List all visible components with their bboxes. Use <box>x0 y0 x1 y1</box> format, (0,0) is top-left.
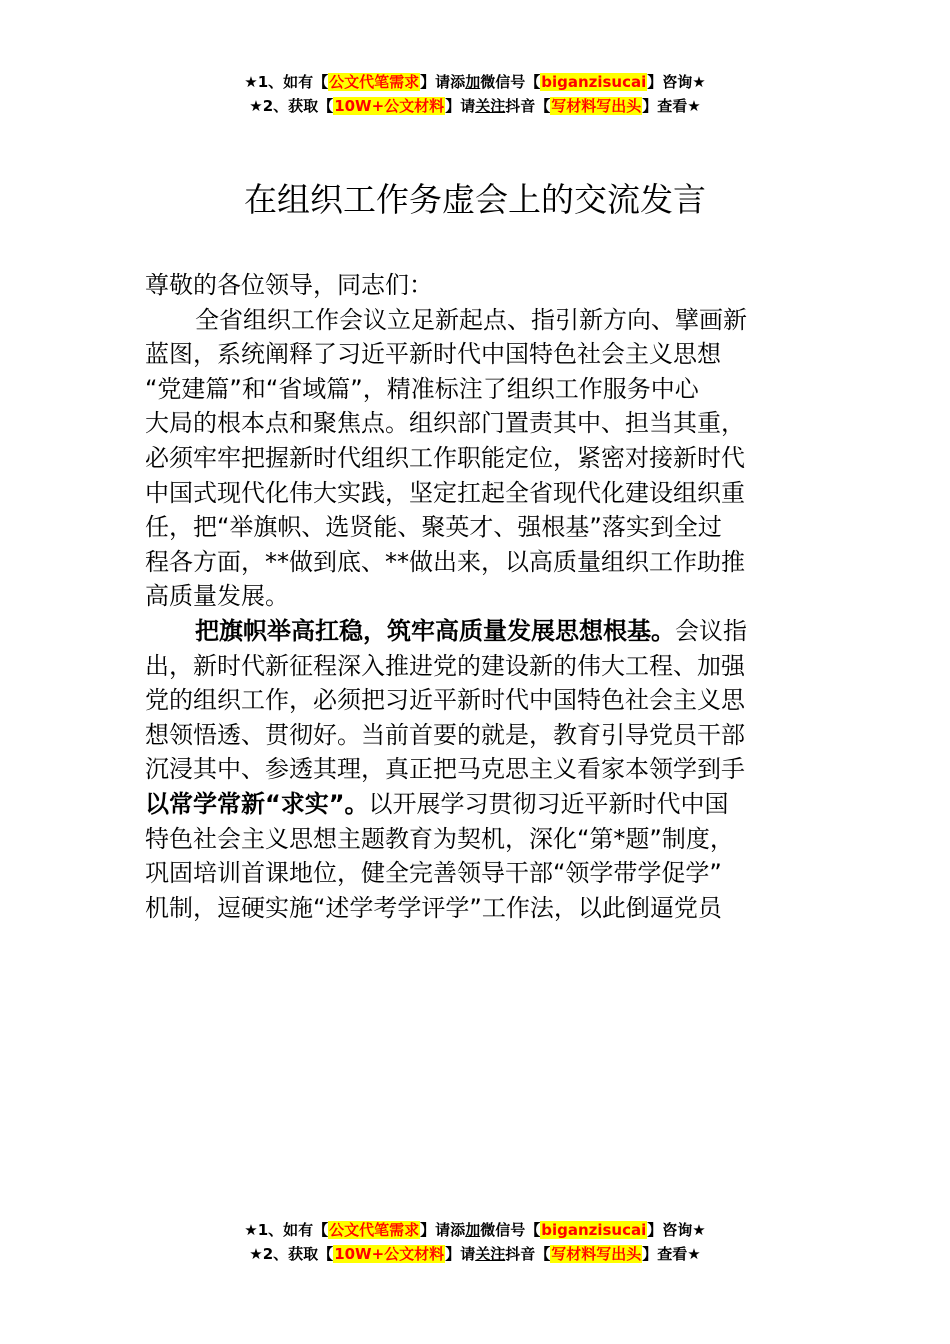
footer-line-1-underlined: 加 <box>465 1221 481 1239</box>
header-highlight-service: 公文代笔需求 <box>329 73 420 91</box>
para2-subheading-line <box>145 787 810 822</box>
footer-line-1-mid2: 微信号【 <box>480 1221 541 1239</box>
footer-banner <box>0 1218 950 1266</box>
para1-line: 必须牢牢把握新时代组织工作职能定位，紧密对接新时代 <box>145 443 745 472</box>
header-line-2-prefix: ★2、获取【 <box>249 97 334 115</box>
header-line-1-suffix: 】咨询★ <box>647 73 706 91</box>
para1-line: 中国式现代化伟大实践，坚定扛起全省现代化建设组织重 <box>145 478 745 507</box>
paragraph-2 <box>145 614 810 925</box>
salutation-text: 尊敬的各位领导，同志们： <box>145 271 433 299</box>
header-highlight-materials: 10W+公文材料 <box>334 97 445 115</box>
header-line-1 <box>0 70 950 94</box>
document-body <box>145 268 810 925</box>
footer-line-2-prefix: ★2、获取【 <box>249 1245 334 1263</box>
para1-line: “党建篇”和“省域篇”，精准标注了组织工作服务中心 <box>145 374 699 403</box>
header-line-1-mid2: 微信号【 <box>480 73 541 91</box>
para2-line: 出，新时代新征程深入推进党的建设新的伟大工程、加强 <box>145 651 745 680</box>
header-line-1-underlined: 加 <box>465 73 481 91</box>
footer-line-1-suffix: 】咨询★ <box>647 1221 706 1239</box>
para2-first-line <box>145 614 810 649</box>
para2-line: 想领悟透、贯彻好。当前首要的就是，教育引导党员干部 <box>145 720 745 749</box>
para2-line: 机制，逗硬实施“述学考学评学”工作法，以此倒逼党员 <box>145 893 722 922</box>
footer-line-1 <box>0 1218 950 1242</box>
footer-line-2-suffix: 】查看★ <box>642 1245 701 1263</box>
header-highlight-douyin: 写材料写出头 <box>551 97 642 115</box>
footer-line-2-mid: 】请 <box>445 1245 476 1263</box>
para2-sub-rest: 以开展学习贯彻习近平新时代中国 <box>368 789 729 818</box>
header-line-1-mid: 】请添 <box>420 73 466 91</box>
footer-line-1-prefix: ★1、如有【 <box>244 1221 329 1239</box>
salutation <box>145 268 810 303</box>
footer-highlight-materials: 10W+公文材料 <box>334 1245 445 1263</box>
footer-highlight-service: 公文代笔需求 <box>329 1221 420 1239</box>
header-line-2-suffix: 】查看★ <box>642 97 701 115</box>
header-line-2-underlined: 关注 <box>475 97 506 115</box>
para2-line: 沉浸其中、参透其理，真正把马克思主义看家本领学到手 <box>145 755 745 784</box>
header-highlight-wechat-id: biganzisucai <box>541 73 647 91</box>
paragraph-1 <box>145 303 810 614</box>
para1-line: 蓝图，系统阐释了习近平新时代中国特色社会主义思想 <box>145 340 721 369</box>
para1-line: 程各方面，**做到底、**做出来，以高质量组织工作助推 <box>145 547 745 576</box>
document-title: 在组织工作务虚会上的交流发言 <box>244 180 706 219</box>
para2-line: 特色社会主义思想主题教育为契机，深化“第*题”制度， <box>145 824 734 853</box>
header-line-2-mid: 】请 <box>445 97 476 115</box>
footer-highlight-douyin: 写材料写出头 <box>551 1245 642 1263</box>
para1-line: 高质量发展。 <box>145 582 289 611</box>
para2-line: 党的组织工作，必须把习近平新时代中国特色社会主义思 <box>145 686 745 715</box>
header-line-2 <box>0 94 950 118</box>
footer-line-1-mid: 】请添 <box>420 1221 466 1239</box>
footer-line-2-mid2: 抖音【 <box>505 1245 551 1263</box>
header-line-2-mid2: 抖音【 <box>505 97 551 115</box>
subsection-heading: 以常学常新“求实”。 <box>145 789 369 818</box>
para1-line: 全省组织工作会议立足新起点、指引新方向、擘画新 <box>195 305 747 334</box>
section-heading: 把旗帜举高扛稳，筑牢高质量发展思想根基。 <box>195 616 675 645</box>
footer-line-2 <box>0 1242 950 1266</box>
para1-line: 任，把“举旗帜、选贤能、聚英才、强根基”落实到全过 <box>145 513 722 542</box>
footer-line-2-underlined: 关注 <box>475 1245 506 1263</box>
header-line-1-prefix: ★1、如有【 <box>244 73 329 91</box>
header-banner <box>0 70 950 118</box>
para2-first-rest: 会议指 <box>675 616 747 645</box>
para2-line: 巩固培训首课地位，健全完善领导干部“领学带学促学” <box>145 859 722 888</box>
footer-highlight-wechat-id: biganzisucai <box>541 1221 647 1239</box>
para1-line: 大局的根本点和聚焦点。组织部门置责其中、担当其重， <box>145 409 745 438</box>
